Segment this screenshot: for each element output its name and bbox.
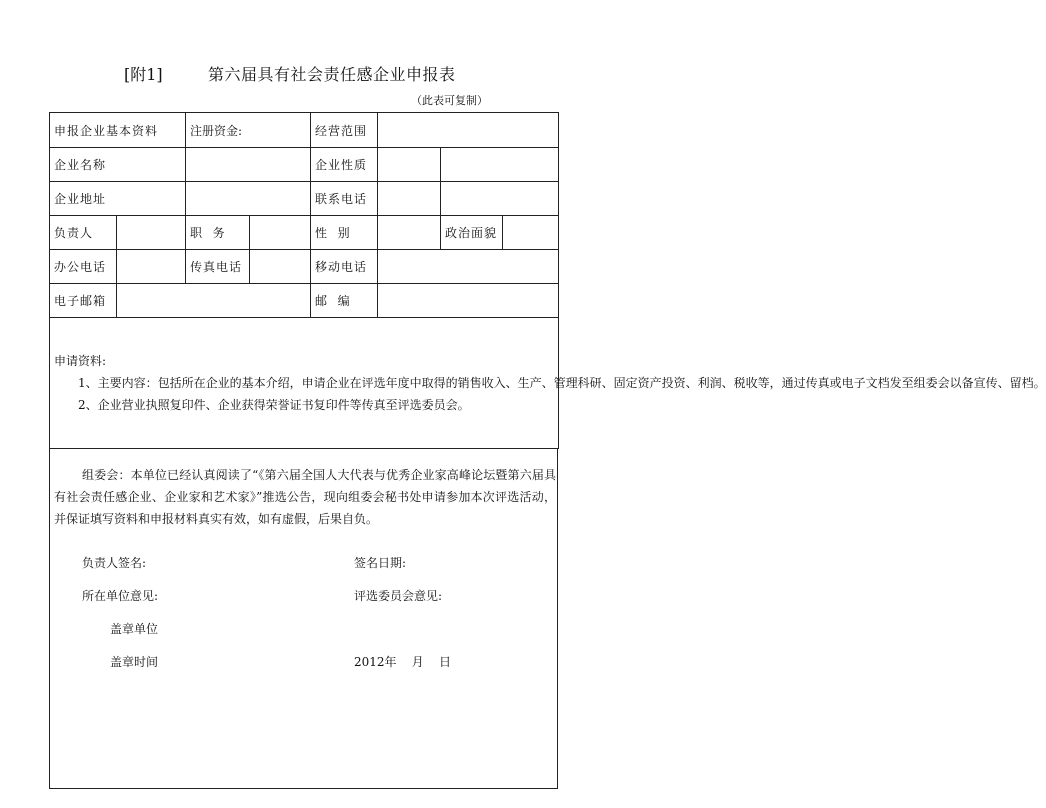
fax-field[interactable]: [250, 250, 311, 284]
seal-unit-label: 盖章单位: [110, 622, 159, 636]
business-scope-field[interactable]: [378, 113, 559, 148]
application-item-2: 2、企业营业执照复印件、企业获得荣誉证书复印件等传真至评选委员会。: [78, 398, 470, 412]
company-address-label: 企业地址: [50, 182, 186, 216]
gender-field[interactable]: [378, 216, 441, 250]
committee-opinion-label: 评选委员会意见:: [354, 589, 443, 603]
copy-note: （此表可复制）: [411, 94, 488, 107]
company-name-label: 企业名称: [50, 148, 186, 182]
political-status-label: 政治面貌: [441, 216, 503, 250]
mobile-label: 移动电话: [311, 250, 378, 284]
mobile-field[interactable]: [378, 250, 559, 284]
email-field[interactable]: [117, 284, 311, 318]
person-in-charge-label: 负责人: [50, 216, 117, 250]
postcode-label: 邮 编: [311, 284, 378, 318]
signature-label: 负责人签名:: [82, 556, 147, 570]
declaration-text: 组委会：本单位已经认真阅读了“《第六届全国人大代表与优秀企业家高峰论坛暨第六届具有社会责任感企业、企业家和艺术家》”推选公告，现向组委会秘书处申请参加本次评选活动，并保证填写资料和申报材料真实有效，如有虚假，后果自负。: [54, 468, 556, 526]
business-scope-label: 经营范围: [311, 113, 378, 148]
application-materials-section: [50, 318, 1046, 449]
seal-time-label: 盖章时间: [110, 655, 159, 669]
attachment-label: [附1]: [124, 65, 163, 84]
gender-label: 性 别: [311, 216, 378, 250]
position-label: 职 务: [186, 216, 250, 250]
person-in-charge-field[interactable]: [117, 216, 186, 250]
company-nature-field[interactable]: [378, 148, 441, 182]
company-nature-extra-field[interactable]: [441, 148, 559, 182]
application-heading: 申请资料:: [54, 354, 107, 368]
application-item-1: 1、主要内容：包括所在企业的基本介绍，申请企业在评选年度中取得的销售收入、生产、管理科研、固定资产投资、利润、税收等，通过传真或电子文档发至组委会以备宣传、留档。: [78, 376, 1046, 390]
contact-phone-extra-field[interactable]: [441, 182, 559, 216]
unit-opinion-label: 所在单位意见:: [82, 589, 159, 603]
declaration-text-block: [54, 464, 556, 530]
position-field[interactable]: [250, 216, 311, 250]
office-phone-field[interactable]: [117, 250, 186, 284]
email-label: 电子邮箱: [50, 284, 117, 318]
declaration-section: [49, 448, 558, 789]
header: [0, 62, 595, 86]
political-status-field[interactable]: [503, 216, 559, 250]
company-nature-label: 企业性质: [311, 148, 378, 182]
form-title: 第六届具有社会责任感企业申报表: [208, 65, 456, 84]
sign-date-label: 签名日期:: [354, 556, 407, 570]
registered-capital-label: 注册资金:: [186, 113, 311, 148]
basic-info-label: 申报企业基本资料: [50, 113, 186, 148]
contact-phone-field[interactable]: [378, 182, 441, 216]
company-name-field[interactable]: [186, 148, 311, 182]
office-phone-label: 办公电话: [50, 250, 117, 284]
application-form-table: [49, 112, 1046, 449]
date-label: 2012年 月 日: [354, 655, 452, 669]
fax-label: 传真电话: [186, 250, 250, 284]
postcode-field[interactable]: [378, 284, 559, 318]
contact-phone-label: 联系电话: [311, 182, 378, 216]
company-address-field[interactable]: [186, 182, 311, 216]
